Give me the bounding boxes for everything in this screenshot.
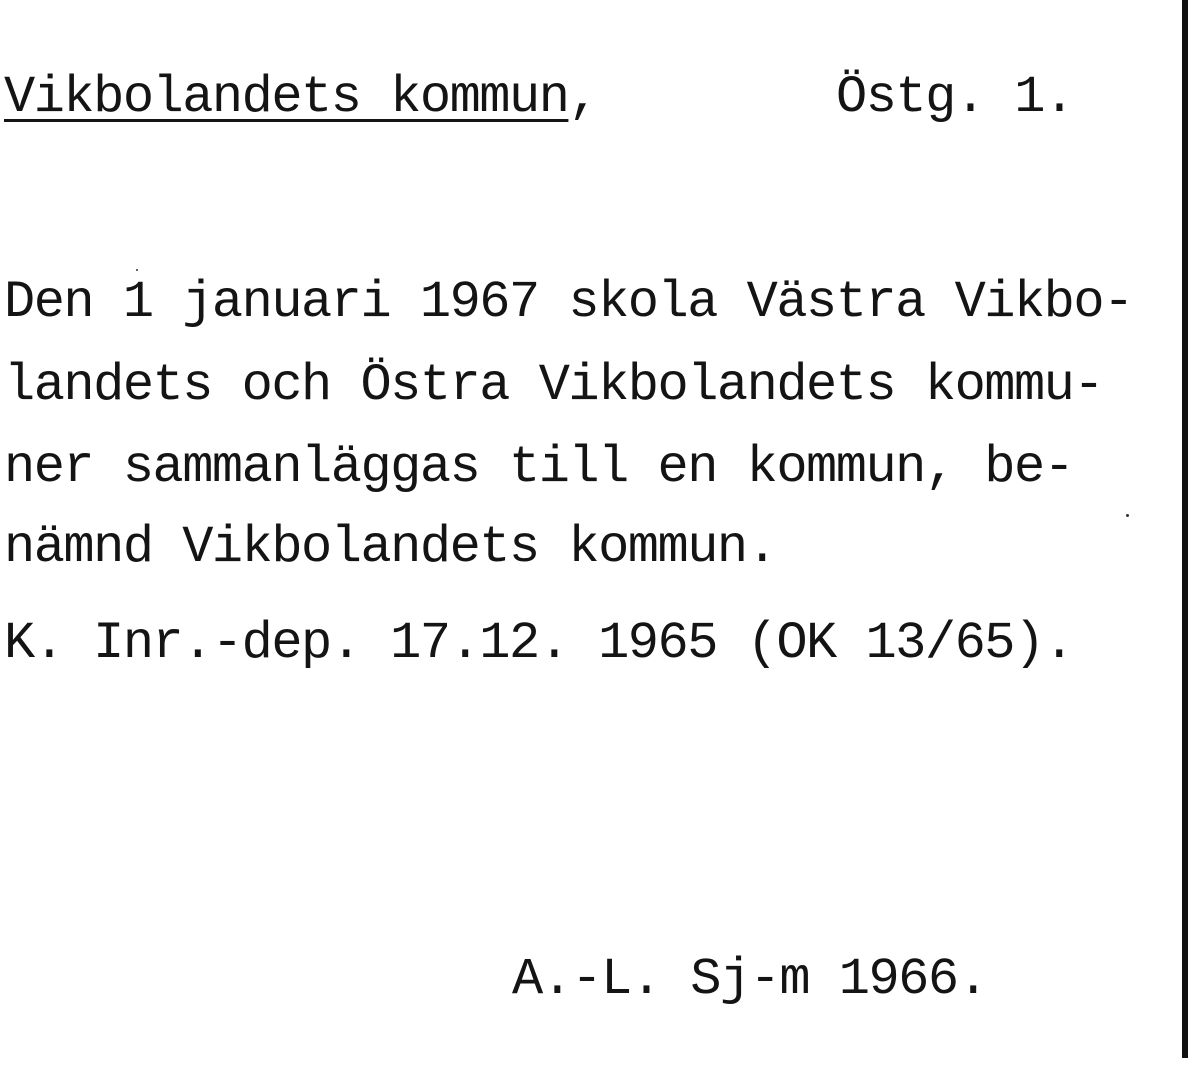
signature-line: A.-L. Sj-m 1966.	[512, 950, 988, 1009]
county-code: Östg. 1.	[836, 68, 1074, 127]
heading-comma: ,	[568, 68, 599, 127]
body-line-1: Den 1 januari 1967 skola Västra Vikbo-	[4, 273, 1133, 332]
body-line-2: landets och Östra Vikbolandets kommu-	[4, 356, 1104, 415]
source-reference: K. Inr.-dep. 17.12. 1965 (OK 13/65).	[4, 614, 1074, 673]
municipality-title: Vikbolandets kommun	[4, 68, 569, 127]
ink-speck	[1126, 514, 1129, 517]
body-line-4: nämnd Vikbolandets kommun.	[4, 518, 777, 577]
card-edge-line	[1182, 0, 1188, 1058]
body-line-3: ner sammanläggas till en kommun, be-	[4, 438, 1074, 497]
ink-speck	[136, 269, 138, 271]
card-heading	[4, 68, 599, 127]
